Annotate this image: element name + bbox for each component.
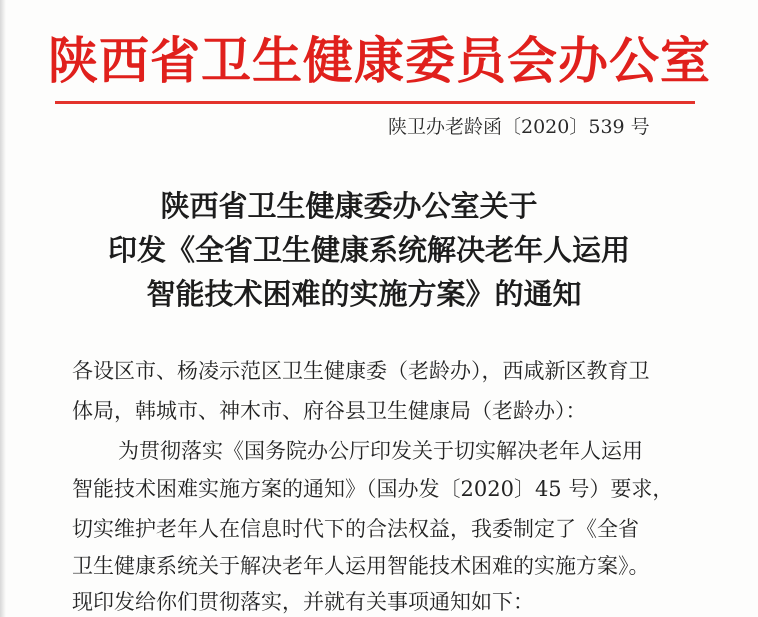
body-paragraph-line-5: 现印发给你们贯彻落实，并就有关事项通知如下：: [72, 590, 534, 614]
body-paragraph-line-3: 切实维护老年人在信息时代下的合法权益，我委制定了《全省: [72, 517, 639, 541]
body-paragraph-line-4: 卫生健康系统关于解决老年人运用智能技术困难的实施方案》。: [72, 554, 650, 578]
notice-title-line-1: 陕西省卫生健康委办公室关于: [160, 189, 538, 223]
addressee-line-1: 各设区市、杨凌示范区卫生健康委（老龄办），西咸新区教育卫: [72, 359, 650, 383]
notice-title-line-2: 印发《全省卫生健康系统解决老年人运用: [107, 233, 630, 267]
issuing-organization-title: 陕西省卫生健康委员会办公室: [48, 31, 711, 90]
addressee-line-2: 体局，韩城市、神木市、府谷县卫生健康局（老龄办）：: [72, 399, 587, 423]
notice-title-line-3: 智能技术困难的实施方案》的通知: [146, 277, 582, 311]
body-paragraph-line-2: 智能技术困难实施方案的通知》（国办发〔2020〕45 号）要求，: [72, 477, 674, 501]
body-paragraph-line-1: 为贯彻落实《国务院办公厅印发关于切实解决老年人运用: [118, 439, 643, 463]
document-number: 陕卫办老龄函〔2020〕539 号: [388, 116, 650, 138]
red-header-rule: [55, 101, 695, 104]
